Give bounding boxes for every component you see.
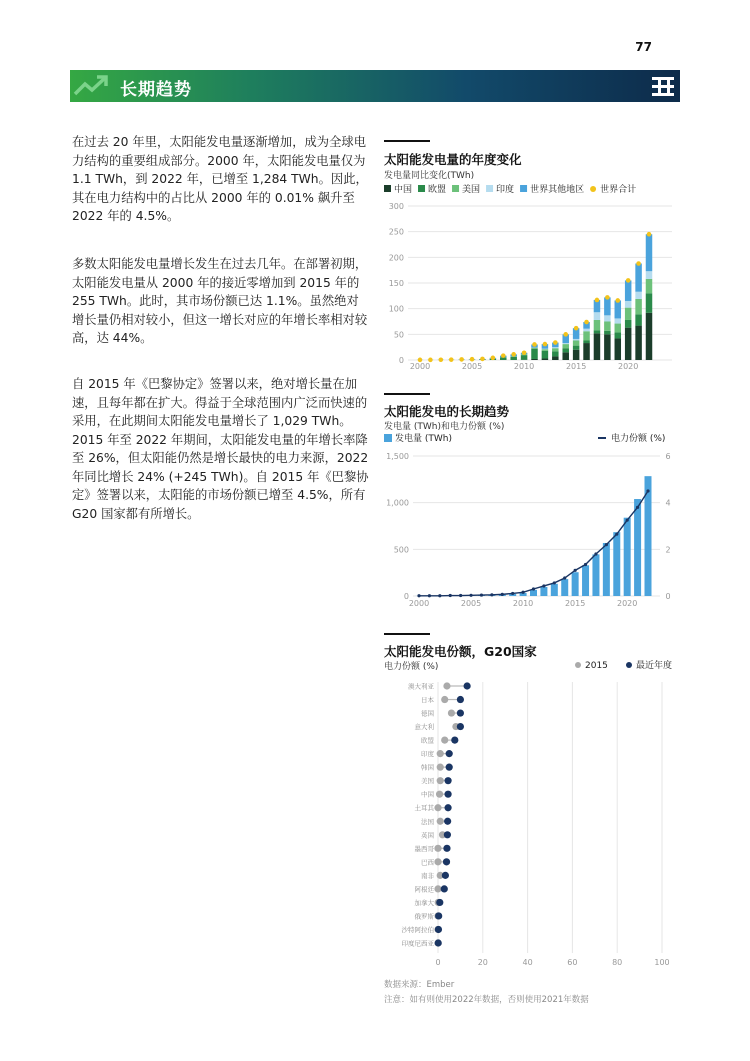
generation-bar (572, 572, 579, 596)
country-label: 日本 (421, 696, 434, 705)
total-marker (480, 357, 485, 362)
legend-line-label: 电力份额 (%) (611, 434, 666, 444)
total-marker (532, 342, 537, 347)
bar-segment (646, 279, 653, 293)
share-point (490, 593, 493, 596)
bar-segment (562, 348, 569, 352)
chart2-rule (384, 393, 430, 395)
bar-segment (615, 338, 622, 360)
bar-segment (646, 271, 653, 279)
ytick-label: 100 (388, 304, 404, 314)
bar-segment (594, 312, 601, 320)
bar-segment (615, 300, 622, 318)
bar-segment (531, 349, 538, 359)
bar-segment (531, 359, 538, 360)
bar-segment (635, 299, 642, 314)
generation-bar (561, 579, 568, 596)
dot-recent (443, 858, 450, 865)
bar-segment (635, 292, 642, 299)
bar-segment (552, 356, 559, 360)
country-label: 美国 (421, 777, 434, 786)
generation-bar (624, 518, 631, 596)
legend-swatch-3 (486, 185, 493, 192)
country-label: 中国 (421, 790, 434, 799)
generation-bar (634, 499, 641, 596)
share-point (532, 587, 535, 590)
dot-recent (444, 831, 451, 838)
country-label: 沙特阿拉伯 (401, 925, 434, 934)
dot-2015 (441, 737, 448, 744)
bar-segment (635, 314, 642, 325)
legend-swatch-0 (384, 185, 391, 192)
country-label: 加拿大 (414, 898, 434, 907)
bar-segment (604, 322, 611, 331)
bar-segment (510, 357, 517, 360)
bar-segment (562, 343, 569, 344)
bar-segment (573, 350, 580, 360)
xtick-label: 2020 (617, 599, 638, 608)
ytick-left: 1,500 (386, 452, 409, 461)
dot-recent (444, 818, 451, 825)
legend-recent-swatch (626, 662, 632, 668)
total-marker (595, 298, 600, 303)
section-title: 长期趋势 (120, 80, 192, 100)
bar-segment (625, 308, 632, 320)
xtick-label: 2020 (618, 362, 639, 371)
dot-recent (451, 737, 458, 744)
dot-2015 (441, 696, 448, 703)
xtick-label: 80 (612, 958, 623, 967)
total-marker (615, 298, 620, 303)
legend-swatch-2 (452, 185, 459, 192)
bar-segment (635, 326, 642, 360)
total-marker (470, 357, 475, 362)
xtick-label: 2000 (408, 599, 430, 608)
total-marker (605, 295, 610, 300)
dot-2015 (437, 818, 444, 825)
xtick-label: 40 (522, 958, 533, 967)
chart3-dumbbell (380, 658, 680, 976)
dot-2015 (437, 750, 444, 757)
trend-up-icon (72, 72, 112, 100)
bar-segment (521, 355, 528, 360)
paragraph-3: 自 2015 年《巴黎协定》签署以来，绝对增长量在加速，且每年都在扩大。得益于全球范围内广泛而快速的采用，在此期间太阳能发电量增长了 1,029 TWh。2015 年至 2022 年期间，太阳能发电量的年增长率降至 26%，但太阳能仍然是增长最快的电力来源，2022 年同比增长 24% (+245 TWh)。自 2015 年《巴黎协定》签署以来，太阳能的市场份额已增至 4.5%，所有 G20 国家都有所增长。 (72, 377, 369, 521)
bar-segment (573, 346, 580, 350)
country-label: 阿根廷 (414, 885, 434, 894)
country-label: 法国 (421, 817, 434, 826)
dot-2015 (437, 777, 444, 784)
share-point (553, 581, 556, 584)
ytick-left: 0 (403, 592, 409, 601)
paragraph-1: 在过去 20 年里，太阳能发电量逐渐增加，成为全球电力结构的重要组成部分。2000 年，太阳能发电量仅为 1.1 TWh，到 2022 年，已增至 1,284 TWh。因此，其在电力结构中的占比从 2000 年的 0.01% 飙升至 2022 年的 4.5%。 (72, 135, 368, 223)
total-marker (439, 357, 444, 362)
total-marker (647, 232, 652, 237)
xtick-label: 60 (567, 958, 578, 967)
total-marker (584, 320, 589, 325)
data-note: 注意：如有则使用2022年数据，否则使用2021年数据 (384, 995, 589, 1005)
chart1-subtitle: 发电量同比变化(TWh) (384, 171, 475, 181)
bar-segment (583, 343, 590, 360)
total-marker (522, 350, 527, 355)
country-label: 墨西哥 (414, 844, 434, 853)
share-point (615, 533, 618, 536)
xtick-label: 2000 (409, 362, 431, 371)
dot-2015 (434, 885, 441, 892)
dot-recent (442, 872, 449, 879)
bar-segment (646, 234, 653, 271)
dot-recent (436, 899, 443, 906)
bar-segment (542, 349, 549, 350)
legend-label-3: 印度 (496, 185, 515, 195)
generation-bar (592, 554, 599, 596)
bar-segment (552, 347, 559, 348)
bar-segment (573, 339, 580, 341)
legend-swatch-4 (520, 185, 527, 192)
share-point (626, 519, 629, 522)
generation-bar (613, 532, 620, 596)
ytick-label: 200 (388, 253, 404, 263)
ytick-label: 150 (388, 279, 404, 288)
chart1-title: 太阳能发电量的年度变化 (384, 152, 522, 167)
ytick-label: 0 (398, 356, 404, 365)
bar-segment (552, 351, 559, 356)
ytick-right: 6 (665, 452, 671, 461)
bar-segment (594, 333, 601, 360)
xtick-label: 0 (435, 958, 441, 967)
dot-2015 (443, 682, 450, 689)
bar-segment (542, 349, 549, 351)
dot-recent (444, 777, 451, 784)
share-point (584, 563, 587, 566)
share-point (511, 592, 514, 595)
country-label: 澳大利亚 (408, 682, 434, 691)
legend-bar-swatch (384, 434, 392, 442)
dot-recent (435, 939, 442, 946)
ytick-label: 300 (388, 202, 404, 211)
dot-2015 (434, 845, 441, 852)
xtick-label: 20 (477, 958, 488, 967)
country-label: 南非 (421, 871, 434, 880)
dot-recent (457, 723, 464, 730)
bar-segment (646, 293, 653, 313)
bar-segment (594, 320, 601, 330)
legend-recent-label: 最近年度 (636, 661, 673, 671)
country-label: 印度 (421, 750, 434, 759)
bar-segment (625, 320, 632, 328)
country-label: 意大利 (414, 723, 434, 732)
xtick-label: 2005 (461, 362, 483, 371)
bar-segment (542, 358, 549, 360)
ytick-right: 2 (665, 545, 671, 555)
country-label: 土耳其 (414, 804, 434, 813)
bar-segment (552, 348, 559, 351)
ytick-label: 250 (388, 227, 404, 237)
total-marker (449, 357, 454, 362)
dot-2015 (448, 709, 455, 716)
bar-segment (604, 331, 611, 335)
legend-label-4: 世界其他地区 (530, 185, 585, 195)
share-point (521, 591, 524, 594)
total-marker (574, 326, 579, 331)
paragraph-2: 多数太阳能发电量增长发生在过去几年。在部署初期，太阳能发电量从 2000 年的接近零增加到 2015 年的 255 TWh。此时，其市场份额已达 1.1%。虽然绝对增长量仍相对较小，但这一增长对应的年增长率相对较高，达 44%。 (72, 257, 368, 345)
chart3-rule (384, 633, 430, 635)
dot-recent (443, 845, 450, 852)
xtick-label: 2015 (564, 599, 586, 608)
xtick-label: 2015 (565, 362, 587, 371)
chart1-stacked-bar (380, 180, 680, 375)
legend-label-5: 世界合计 (600, 185, 637, 195)
share-point (417, 594, 420, 597)
page-number: 77 (635, 40, 652, 54)
legend-swatch-total (590, 186, 596, 192)
bar-segment (604, 334, 611, 360)
section-banner (70, 70, 680, 102)
generation-bar (540, 587, 547, 596)
share-point (636, 506, 639, 509)
share-point (605, 543, 608, 546)
source-note: 数据来源：Ember (384, 980, 455, 990)
country-label: 印度尼西亚 (401, 939, 434, 948)
dot-recent (464, 682, 471, 689)
legend-label-0: 中国 (394, 185, 413, 195)
total-marker (626, 278, 631, 283)
share-point (449, 594, 452, 597)
total-marker (636, 261, 641, 266)
dot-2015 (434, 858, 441, 865)
xtick-label: 100 (654, 958, 670, 967)
total-marker (491, 356, 496, 361)
bar-segment (615, 332, 622, 338)
total-marker (501, 353, 506, 358)
bar-segment (625, 328, 632, 360)
bar-segment (573, 340, 580, 345)
bar-segment (625, 301, 632, 308)
ytick-left: 500 (393, 545, 409, 555)
generation-bar (551, 584, 558, 596)
legend-2015-label: 2015 (585, 661, 608, 671)
bar-segment (542, 351, 549, 359)
bar-segment (562, 352, 569, 360)
dot-recent (446, 750, 453, 757)
country-label: 德国 (421, 709, 434, 718)
dot-recent (457, 709, 464, 716)
bar-segment (625, 280, 632, 301)
country-label: 俄罗斯 (414, 912, 434, 921)
bar-segment (583, 329, 590, 332)
generation-bar (582, 565, 589, 596)
chart2-title: 太阳能发电的长期趋势 (384, 404, 510, 419)
legend-swatch-1 (418, 185, 425, 192)
bar-segment (562, 344, 569, 348)
country-label: 巴西 (421, 858, 434, 867)
ytick-right: 4 (665, 498, 671, 508)
country-label: 韩国 (421, 763, 434, 772)
dot-2015 (434, 804, 441, 811)
xtick-label: 2010 (512, 599, 534, 608)
country-label: 英国 (421, 831, 434, 840)
share-point (594, 552, 597, 555)
dot-recent (444, 804, 451, 811)
generation-bar (530, 590, 537, 596)
share-point (480, 593, 483, 596)
share-point (469, 594, 472, 597)
country-label: 欧盟 (421, 736, 434, 745)
bar-segment (594, 330, 601, 333)
ytick-left: 1,000 (386, 498, 409, 508)
bar-segment (583, 331, 590, 340)
dot-recent (435, 926, 442, 933)
dot-2015 (436, 791, 443, 798)
share-point (646, 489, 649, 492)
ytick-right: 0 (665, 592, 671, 601)
bar-segment (615, 318, 622, 323)
share-point (459, 594, 462, 597)
total-marker (563, 332, 568, 337)
bar-segment (635, 263, 642, 291)
total-marker (543, 342, 548, 347)
dot-recent (444, 791, 451, 798)
dot-recent (435, 912, 442, 919)
xtick-label: 2005 (460, 599, 482, 608)
dot-recent (457, 696, 464, 703)
grid-logo-icon (650, 74, 676, 98)
legend-label-2: 美国 (462, 185, 481, 195)
bar-segment (531, 348, 538, 349)
share-point (501, 593, 504, 596)
share-point (563, 576, 566, 579)
chart2-bar-line (380, 430, 680, 610)
dot-recent (441, 885, 448, 892)
chart2-subtitle: 发电量 (TWh)和电力份额 (%) (384, 422, 505, 432)
share-point (542, 584, 545, 587)
share-point (428, 594, 431, 597)
chart1-rule (384, 140, 430, 142)
legend-2015-swatch (575, 662, 581, 668)
legend-bar-label: 发电量 (TWh) (395, 434, 452, 444)
dot-recent (446, 764, 453, 771)
share-point (574, 569, 577, 572)
chart3-title: 太阳能发电份额，G20国家 (384, 644, 537, 659)
bar-segment (646, 313, 653, 360)
share-point (438, 594, 441, 597)
bar-segment (615, 324, 622, 333)
bar-segment (604, 297, 611, 315)
bar-segment (583, 340, 590, 343)
legend-label-1: 欧盟 (428, 185, 447, 195)
total-marker (511, 352, 516, 357)
generation-bar (603, 543, 610, 596)
ytick-label: 50 (393, 330, 404, 340)
xtick-label: 2010 (513, 362, 535, 371)
bar-segment (604, 315, 611, 321)
total-marker (553, 340, 558, 345)
dot-2015 (437, 764, 444, 771)
chart3-subtitle: 电力份额 (%) (384, 662, 439, 672)
